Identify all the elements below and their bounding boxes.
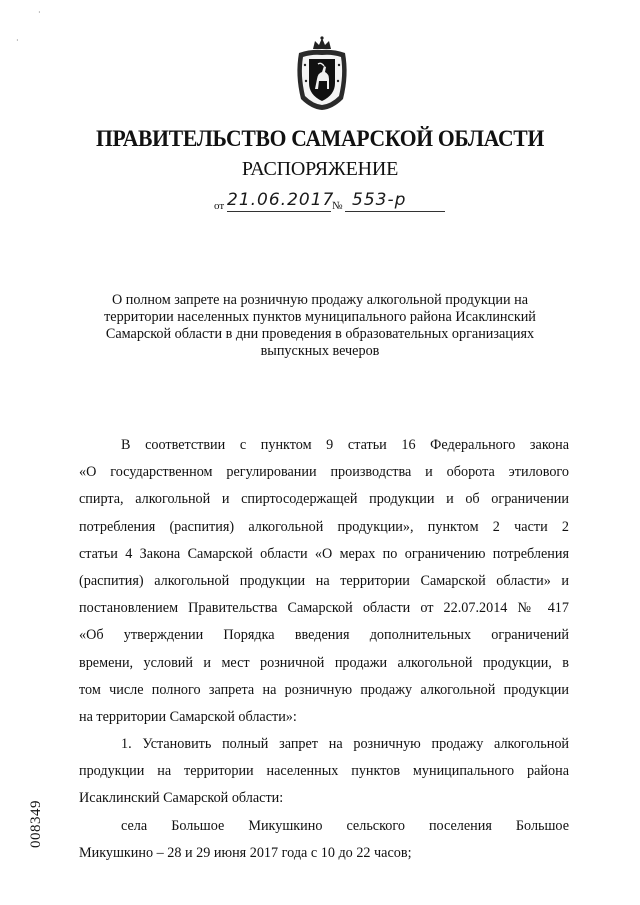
coat-of-arms-icon bbox=[291, 35, 353, 111]
item-line: продукции на территории населенных пунктов муниципального района bbox=[79, 763, 569, 780]
document-body bbox=[79, 432, 569, 867]
document-subject bbox=[80, 292, 560, 360]
body-line: «О государственном регулировании производства и оборота этилового bbox=[79, 464, 569, 481]
number-underline bbox=[345, 211, 445, 212]
body-line: (распития) алкогольной продукции на территории Самарской области» и bbox=[79, 572, 569, 589]
item-line: 1. Установить полный запрет на розничную продажу алкогольной bbox=[121, 736, 569, 753]
government-title: ПРАВИТЕЛЬСТВО САМАРСКОЙ ОБЛАСТИ bbox=[96, 126, 544, 151]
margin-registration-number: 008349 bbox=[28, 800, 44, 848]
handwritten-number: 553-р bbox=[352, 190, 407, 210]
body-line: «Об утверждении Порядка введения дополнительных ограничений bbox=[79, 627, 569, 644]
scan-speck: · bbox=[16, 36, 19, 45]
subject-line: О полном запрете на розничную продажу алкогольной продукции на bbox=[111, 292, 529, 308]
item-line: Исаклинский Самарской области: bbox=[79, 790, 284, 807]
document-type: РАСПОРЯЖЕНИЕ bbox=[241, 158, 399, 180]
scan-speck: · bbox=[38, 8, 41, 17]
subject-line: выпускных вечеров bbox=[260, 343, 380, 359]
handwritten-date: 21.06.2017 bbox=[227, 190, 335, 210]
number-prefix: № bbox=[332, 200, 343, 212]
body-line: постановлением Правительства Самарской области от 22.07.2014 № 417 bbox=[79, 600, 569, 617]
body-line: том числе полного запрета на розничную продажу алкогольной продукции bbox=[79, 681, 569, 698]
subject-line: Самарской области в дни проведения в образовательных организациях bbox=[105, 326, 535, 342]
body-line: В соответствии с пунктом 9 статьи 16 Федерального закона bbox=[121, 437, 569, 453]
date-prefix: от bbox=[214, 200, 225, 212]
body-line: спирта, алкогольной и спиртосодержащей продукции и об ограничении bbox=[79, 491, 569, 508]
date-number-line bbox=[214, 190, 454, 216]
body-line: статьи 4 Закона Самарской области «О мерах по ограничению потребления bbox=[79, 545, 569, 562]
subject-line: территории населенных пунктов муниципального района Исаклинский bbox=[104, 309, 536, 325]
body-line: времени, условий и мест розничной продажи алкогольной продукции, в bbox=[79, 654, 569, 671]
subitem-line: Микушкино – 28 и 29 июня 2017 года с 10 до 22 часов; bbox=[79, 844, 412, 861]
date-underline bbox=[227, 211, 331, 212]
body-line: потребления (распития) алкогольной продукции», пунктом 2 части 2 bbox=[79, 518, 569, 535]
body-line: на территории Самарской области»: bbox=[79, 708, 297, 725]
subitem-line: села Большое Микушкино сельского поселения Большое bbox=[121, 817, 569, 834]
